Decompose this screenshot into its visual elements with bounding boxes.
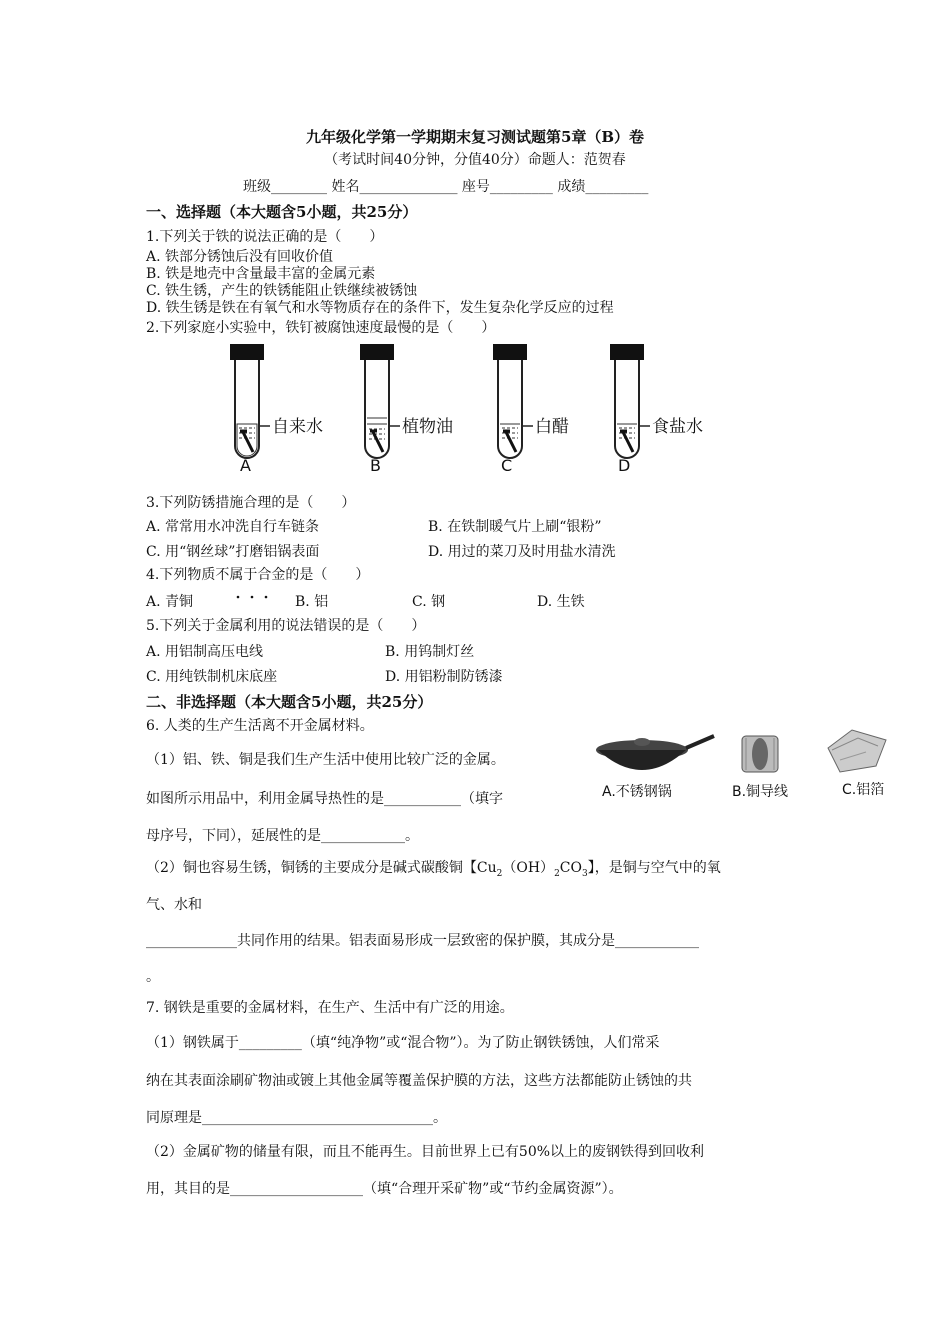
tube-b-liquid: 植物油 (402, 417, 453, 437)
q4-option-d: D. 生铁 (537, 594, 585, 610)
tube-b-letter: B (370, 456, 381, 475)
wok-label: A.不锈钢锅 (602, 784, 672, 800)
tube-a (230, 344, 323, 475)
q5-option-a: A. 用铝制高压电线 (146, 644, 264, 660)
q4-option-b: B. 铝 (295, 594, 329, 610)
emphasis-dots (232, 585, 272, 591)
q4-option-c: C. 钢 (412, 594, 446, 610)
q6-part2-line4: 。 (146, 969, 160, 985)
q6-products-figure (590, 718, 890, 808)
tube-c-letter: C (501, 456, 513, 475)
q1-stem: 1.下列关于铁的说法正确的是（ ） (146, 229, 384, 245)
q5-stem: 5.下列关于金属利用的说法错误的是（ ） (146, 618, 426, 634)
q1-option-d: D. 铁生锈是铁在有氧气和水等物质存在的条件下，发生复杂化学反应的过程 (146, 300, 614, 316)
q4-option-a: A. 青铜 (146, 594, 194, 610)
section2-heading: 二、非选择题（本大题含5小题，共25分） (146, 693, 433, 711)
test-tubes-figure (220, 340, 730, 475)
tube-c-liquid: 白醋 (535, 417, 569, 437)
tube-a-letter: A (240, 456, 251, 475)
q7-part1-line1: （1）钢铁属于_________（填“纯净物”或“混合物”）。为了防止钢铁锈蚀，人们常采 (146, 1035, 660, 1051)
q1-option-c: C. 铁生锈，产生的铁锈能阻止铁继续被锈蚀 (146, 283, 418, 299)
section1-heading: 一、选择题（本大题含5小题，共25分） (146, 203, 418, 221)
tube-c (493, 344, 569, 475)
tube-d (610, 344, 703, 475)
q6-part1-line2: 如图所示用品中，利用金属导热性的是___________（填字 (146, 791, 503, 807)
exam-subtitle: （考试时间40分钟，分值40分）命题人：范贺春 (324, 152, 626, 168)
tube-a-liquid: 自来水 (272, 417, 323, 437)
q3-option-a: A. 常常用水冲洗自行车链条 (146, 519, 320, 535)
q5-option-c: C. 用纯铁制机床底座 (146, 669, 278, 685)
tube-d-liquid: 食盐水 (652, 417, 703, 437)
tube-b (360, 344, 453, 475)
q2-stem: 2.下列家庭小实验中，铁钉被腐蚀速度最慢的是（ ） (146, 320, 496, 336)
q7-part1-line3: 同原理是_________________________________。 (146, 1110, 447, 1126)
q3-option-c: C. 用“钢丝球”打磨铝锅表面 (146, 544, 320, 560)
q7-stem: 7. 钢铁是重要的金属材料，在生产、生活中有广泛的用途。 (146, 1000, 514, 1016)
q6-part1-line3: 母序号，下同），延展性的是____________。 (146, 828, 419, 844)
q6-stem: 6. 人类的生产生活离不开金属材料。 (146, 718, 374, 734)
q7-part2-line1: （2）金属矿物的储量有限，而且不能再生。目前世界上已有50%以上的废钢铁得到回收利 (146, 1144, 705, 1160)
q6-part2-line2: 气、水和 (146, 897, 202, 913)
q4-stem: 4.下列物质不属于合金的是（ ） (146, 567, 370, 583)
aluminum-foil-image (828, 730, 886, 798)
q3-option-d: D. 用过的菜刀及时用盐水清洗 (428, 544, 616, 560)
q1-option-a: A. 铁部分锈蚀后没有回收价值 (146, 249, 334, 265)
q3-option-b: B. 在铁制暖气片上刷“银粉” (428, 519, 602, 535)
exam-title: 九年级化学第一学期期末复习测试题第5章（B）卷 (305, 128, 645, 146)
student-info-line: 班级________ 姓名______________ 座号_________ 成绩_________ (243, 179, 649, 195)
q1-option-b: B. 铁是地壳中含量最丰富的金属元素 (146, 266, 376, 282)
q3-stem: 3.下列防锈措施合理的是（ ） (146, 495, 356, 511)
q7-part2-line2: 用，其目的是___________________（填“合理开采矿物”或“节约金属资源”）。 (146, 1181, 623, 1197)
q5-option-d: D. 用铝粉制防锈漆 (385, 669, 503, 685)
q5-option-b: B. 用钨制灯丝 (385, 644, 475, 660)
copper-wire-image (732, 736, 788, 800)
foil-label: C.铝箔 (842, 782, 885, 798)
tube-d-letter: D (618, 456, 631, 475)
q7-part1-line2: 纳在其表面涂刷矿物油或镀上其他金属等覆盖保护膜的方法，这些方法都能防止锈蚀的共 (146, 1073, 692, 1089)
wire-label: B.铜导线 (732, 784, 789, 800)
wok-image (596, 736, 714, 800)
q6-part1-line1: （1）铝、铁、铜是我们生产生活中使用比较广泛的金属。 (146, 752, 505, 768)
q6-part2-line3: _____________共同作用的结果。铝表面易形成一层致密的保护膜，其成分是____________ (146, 933, 699, 949)
q6-part2-line1: （2）铜也容易生锈，铜锈的主要成分是碱式碳酸铜【$Cu_2(OH)_2CO_3$】，是铜与空气中的氧 (146, 860, 721, 879)
